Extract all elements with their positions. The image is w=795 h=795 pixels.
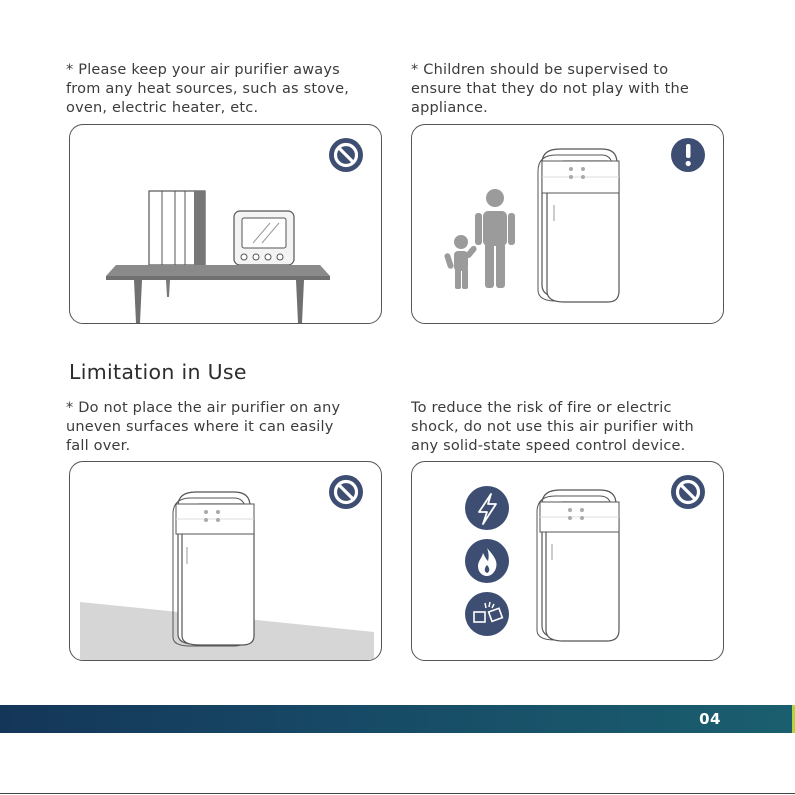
broken-plug-icon (465, 592, 509, 636)
speed-control-note: To reduce the risk of fire or electric shock, do not use this air purifier with any solid-state speed control device. (411, 400, 694, 454)
children-supervision-note: * Children should be supervised to ensure that they do not play with the appliance. (411, 62, 689, 116)
air-purifier (537, 490, 619, 641)
children-supervision-illustration (411, 124, 724, 324)
purifier-box (149, 191, 205, 265)
section-heading: Limitation in Use (69, 360, 247, 384)
air-purifier (538, 149, 619, 302)
prohibited-icon (329, 138, 363, 172)
uneven-surface-illustration (69, 461, 382, 661)
page-number: 04 (699, 710, 721, 728)
heat-sources-note: * Please keep your air purifier aways from any heat sources, such as stove, oven, electric heater, etc. (66, 62, 350, 116)
warning-icon (671, 138, 705, 172)
prohibited-icon (671, 475, 705, 509)
oven (234, 211, 294, 265)
speed-control-illustration (411, 461, 724, 661)
adult-figure (475, 189, 515, 288)
page-bottom-border (0, 793, 795, 794)
fire-icon (465, 539, 509, 583)
uneven-surfaces-note: * Do not place the air purifier on any uneven surfaces where it can easily fall over. (66, 400, 341, 454)
air-purifier (173, 492, 254, 646)
lightning-icon (465, 486, 509, 530)
prohibited-icon (329, 475, 363, 509)
table (106, 265, 330, 323)
footer-band (0, 705, 795, 733)
heat-sources-illustration (69, 124, 382, 324)
child-figure (444, 235, 478, 289)
